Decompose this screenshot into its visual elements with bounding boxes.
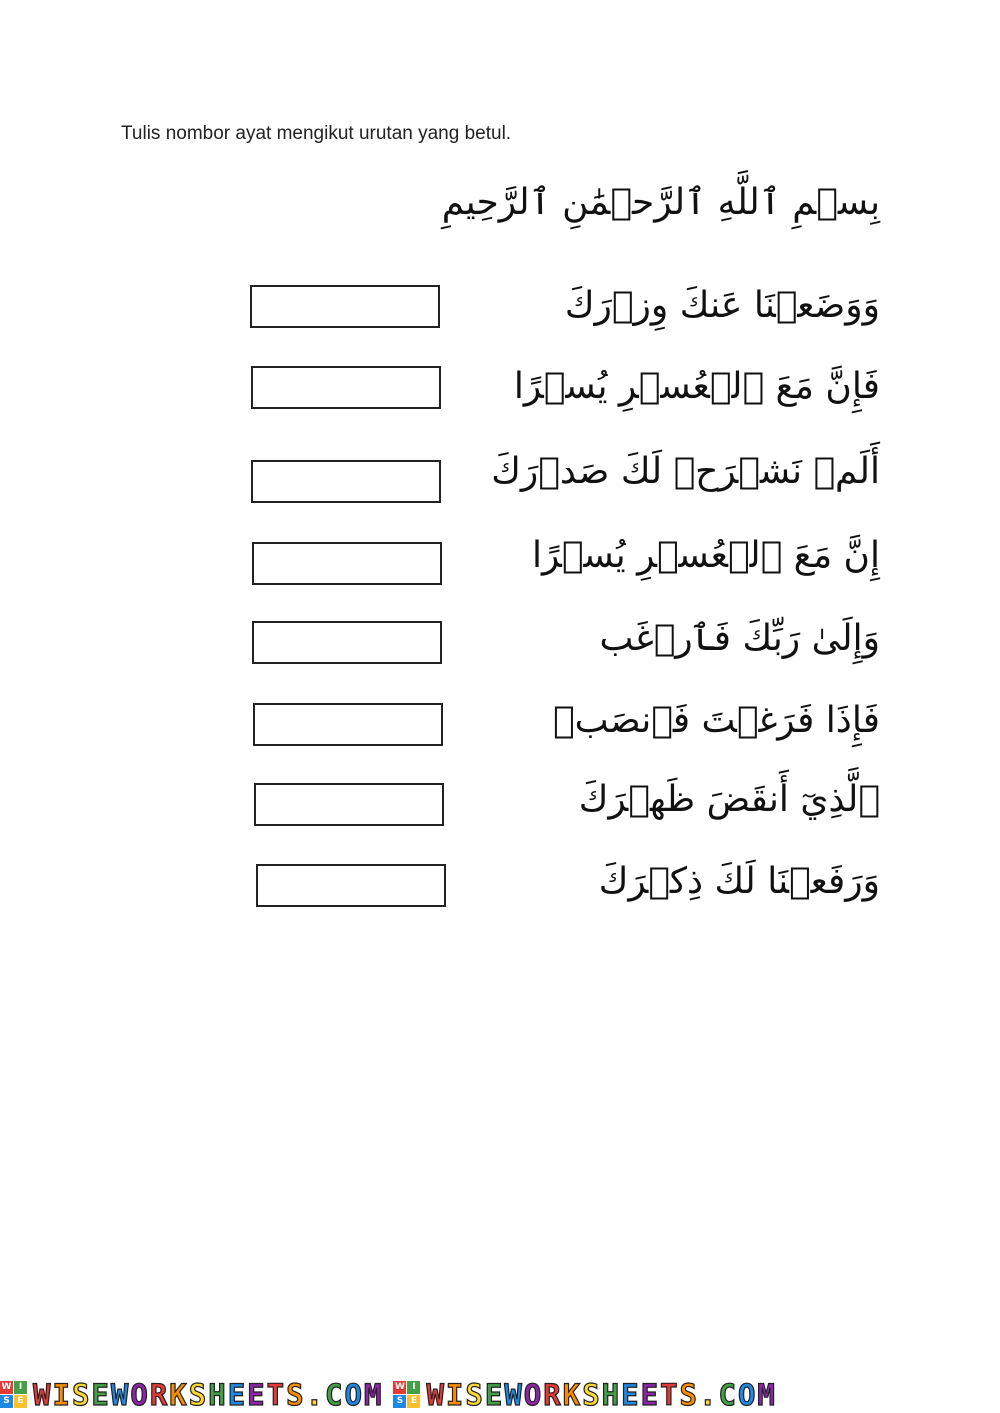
instruction-text: Tulis nombor ayat mengikut urutan yang betul. bbox=[121, 123, 512, 144]
answer-box[interactable] bbox=[254, 783, 444, 826]
verse-text: فَإِذَا فَرَغۡتَ فَٱنصَبۡ bbox=[553, 700, 880, 741]
logo-letter: S bbox=[0, 1395, 13, 1408]
bismillah-heading: بِسۡمِ ٱللَّهِ ٱلرَّحۡمَٰنِ ٱلرَّحِيمِ bbox=[441, 182, 880, 223]
logo-letter: I bbox=[14, 1381, 27, 1394]
verse-text: إِنَّ مَعَ ٱلۡعُسۡرِ يُسۡرًا bbox=[532, 535, 880, 576]
brand-text: WISEWORKSHEETS.COM bbox=[426, 1377, 777, 1412]
logo-letter: W bbox=[1, 1382, 12, 1392]
answer-box[interactable] bbox=[256, 864, 446, 907]
answer-box[interactable] bbox=[252, 542, 442, 585]
logo-letter: W bbox=[394, 1382, 405, 1392]
logo-letter: E bbox=[14, 1395, 27, 1408]
verse-text: أَلَمۡ نَشۡرَحۡ لَكَ صَدۡرَكَ bbox=[491, 451, 880, 492]
brand-text: WISEWORKSHEETS.COM bbox=[33, 1377, 384, 1412]
verse-text: ٱلَّذِيٓ أَنقَضَ ظَهۡرَكَ bbox=[578, 779, 880, 820]
answer-box[interactable] bbox=[250, 285, 440, 328]
logo-letter: E bbox=[407, 1395, 420, 1408]
answer-box[interactable] bbox=[251, 366, 441, 409]
verse-text: وَإِلَىٰ رَبِّكَ فَٱرۡغَب bbox=[599, 618, 880, 659]
verse-text: وَوَضَعۡنَا عَنكَ وِزۡرَكَ bbox=[564, 285, 880, 326]
logo-letter: I bbox=[407, 1381, 420, 1394]
brand-watermark bbox=[0, 1378, 383, 1412]
footer-watermark bbox=[0, 1376, 1000, 1413]
brand-watermark bbox=[393, 1378, 776, 1412]
verse-text: وَرَفَعۡنَا لَكَ ذِكۡرَكَ bbox=[598, 861, 880, 902]
logo-letter: S bbox=[393, 1395, 406, 1408]
wise-logo-icon bbox=[393, 1381, 420, 1408]
verse-text: فَإِنَّ مَعَ ٱلۡعُسۡرِ يُسۡرًا bbox=[513, 366, 880, 407]
wise-logo-icon bbox=[0, 1381, 27, 1408]
answer-box[interactable] bbox=[251, 460, 441, 503]
answer-box[interactable] bbox=[253, 703, 443, 746]
answer-box[interactable] bbox=[252, 621, 442, 664]
